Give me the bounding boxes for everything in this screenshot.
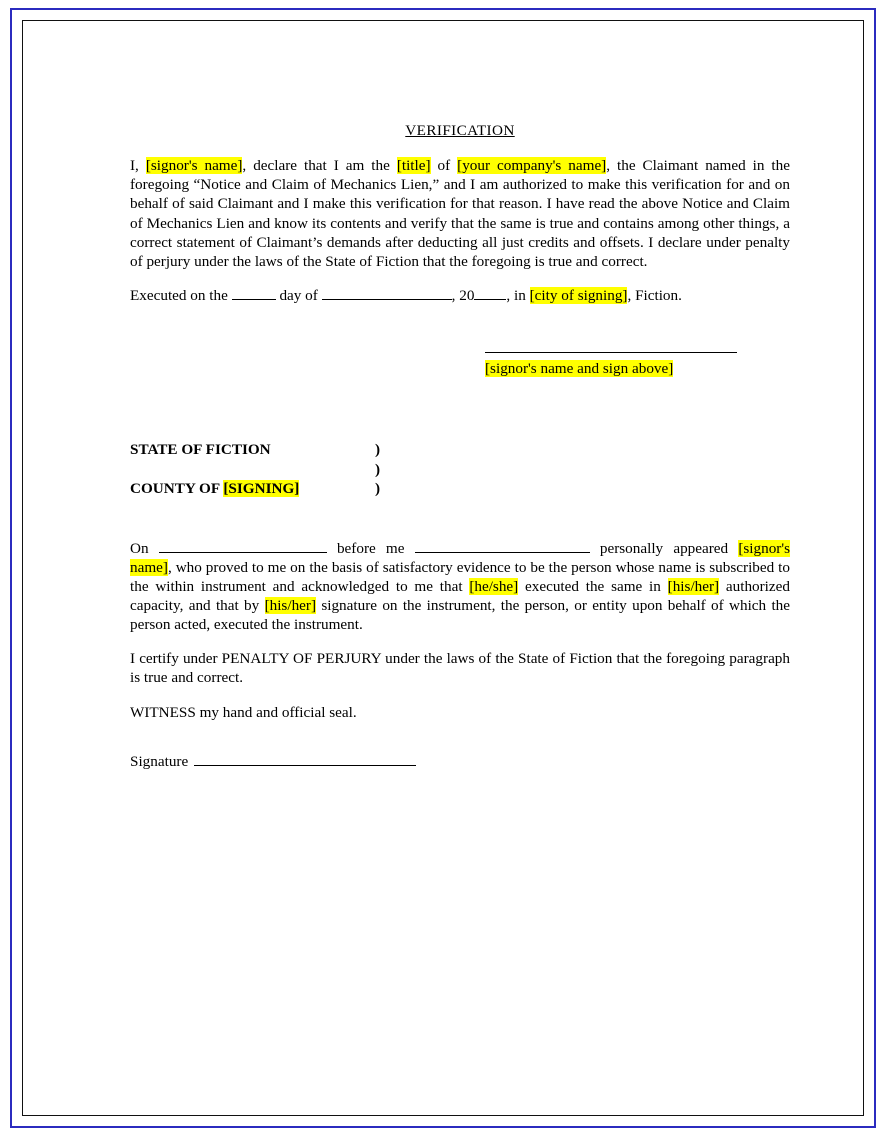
notary-signor-name-field[interactable]: [signor's name] [130, 539, 791, 576]
notary-text3: authorized capacity, and that by [130, 577, 790, 615]
notary-appeared: personally appeared [589, 539, 739, 557]
verification-mid1: , declare that I am the [242, 157, 397, 175]
executed-year-prefix: , 20 [451, 286, 475, 304]
page-title: VERIFICATION [405, 122, 515, 139]
middle-paren: ) [375, 460, 381, 478]
notary-text2: executed the same in [518, 577, 668, 595]
signature-caption[interactable]: [signor's name and sign above] [485, 360, 674, 378]
notary-name-blank[interactable] [415, 552, 590, 553]
notary-text1: , who proved to me on the basis of satisfactory evidence to be the person whose name is subscribed to the within instrument and acknowledged to me that [130, 558, 790, 595]
document-page [22, 20, 864, 1116]
notary-before-me: before me [326, 539, 415, 557]
hisher-field-2[interactable]: [his/her] [264, 597, 317, 615]
company-name-field[interactable]: [your company's name] [457, 157, 607, 175]
verification-paragraph [130, 156, 790, 271]
state-paren: ) [375, 441, 381, 459]
notary-section [130, 539, 790, 771]
state-label: STATE OF FICTION [130, 441, 271, 459]
county-field[interactable]: [SIGNING] [223, 480, 300, 498]
signature-block [485, 351, 737, 378]
executed-in: , in [506, 286, 530, 304]
executed-day-of: day of [275, 286, 322, 304]
hisher-field-1[interactable]: [his/her] [667, 577, 720, 595]
notary-date-blank[interactable] [159, 552, 327, 553]
state-county-block [130, 440, 790, 498]
verification-mid2: of [430, 157, 458, 175]
year-blank[interactable] [474, 299, 506, 300]
county-paren: ) [375, 480, 381, 498]
day-blank[interactable] [232, 299, 276, 300]
notary-paragraph [130, 539, 790, 635]
final-signature-blank[interactable] [194, 765, 416, 766]
document-outer-border [10, 8, 876, 1128]
certify-paragraph: I certify under PENALTY OF PERJURY under the laws of the State of Fiction that the foregoing paragraph is true and correct. [130, 650, 790, 687]
heshe-field[interactable]: [he/she] [469, 577, 519, 595]
spacer [130, 460, 375, 479]
state-row [130, 440, 790, 459]
county-row [130, 479, 790, 498]
verification-body: , the Claimant named in the foregoing “Notice and Claim of Mechanics Lien,” and I am authorized to make this verification for and on behalf of said Claimant and I make this verification for that reason. I have read the above Notice and Claim of Mechanics Lien and know its contents and verify that the same is true and contains among other things, a correct statement of Claimant’s demands after deducting all just credits and offsets. I declare under penalty of perjury under the laws of the State of Fiction that the foregoing is true and correct. [130, 157, 790, 270]
executed-suffix: , Fiction. [627, 286, 682, 304]
month-blank[interactable] [322, 299, 452, 300]
executed-line [130, 286, 790, 305]
executed-prefix: Executed on the [130, 286, 232, 304]
document-content [130, 121, 790, 771]
verification-prefix: I, [130, 157, 146, 175]
signature-label: Signature [130, 752, 189, 770]
signature-rule[interactable] [485, 351, 737, 353]
city-of-signing-field[interactable]: [city of signing] [529, 286, 628, 304]
notary-on-label: On [130, 539, 159, 557]
title-field[interactable]: [title] [396, 157, 431, 175]
final-signature-line [130, 752, 790, 771]
notary-text4: signature on the instrument, the person, or entity upon behalf of which the person acted, executed the instrument. [130, 597, 790, 634]
middle-paren-row [130, 460, 790, 479]
county-label: COUNTY OF [130, 480, 224, 498]
witness-paragraph: WITNESS my hand and official seal. [130, 703, 357, 721]
signor-name-field[interactable]: [signor's name] [145, 157, 243, 175]
